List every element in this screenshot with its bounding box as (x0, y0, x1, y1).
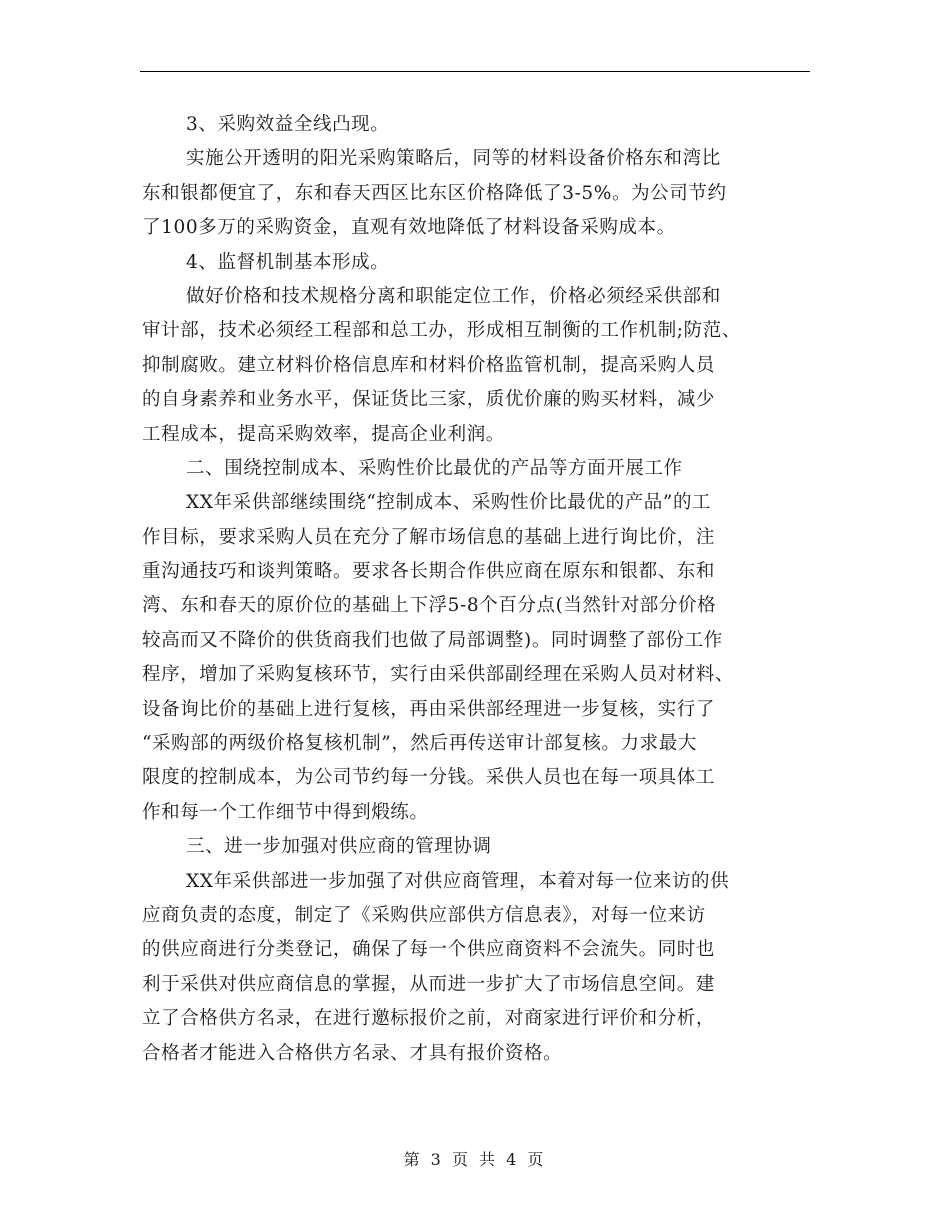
text-line: 的自身素养和业务水平，保证货比三家，质优价廉的购买材料，减少 (142, 389, 716, 411)
text-line: 的供应商进行分类登记，确保了每一个供应商资料不会流失。同时也 (142, 939, 716, 961)
text-line: XX年采供部继续围绕“控制成本、采购性价比最优的产品”的工 (186, 492, 712, 514)
page-number-footer: 第 3 页 共 4 页 (403, 1150, 547, 1169)
text-line: 限度的控制成本，为公司节约每一分钱。采供人员也在每一项具体工 (142, 767, 716, 789)
text-line: 实施公开透明的阳光采购策略后，同等的材料设备价格东和湾比 (186, 148, 721, 170)
text-line: 重沟通技巧和谈判策略。要求各长期合作供应商在原东和银都、东和 (142, 561, 716, 583)
text-line: 应商负责的态度，制定了《采购供应部供方信息表》，对每一位来访 (142, 904, 706, 926)
text-line: 二、围绕控制成本、采购性价比最优的产品等方面开展工作 (186, 457, 683, 479)
text-line: 利于采供对供应商信息的掌握，从而进一步扩大了市场信息空间。建 (142, 973, 716, 995)
text-line: 做好价格和技术规格分离和职能定位工作，价格必须经采供部和 (186, 285, 721, 307)
document-body (142, 108, 812, 1071)
text-line: 3、采购效益全线凸现。 (186, 114, 390, 135)
text-line: 抑制腐败。建立材料价格信息库和材料价格监管机制，提高采购人员 (142, 354, 716, 376)
text-line: XX年采供部进一步加强了对供应商管理，本着对每一位来访的供 (186, 870, 730, 892)
text-line: 三、进一步加强对供应商的管理协调 (186, 836, 492, 858)
text-line: 立了合格供方名录，在进行邀标报价之前，对商家进行评价和分析， (142, 1008, 716, 1030)
text-line: 湾、东和春天的原价位的基础上下浮5-8个百分点(当然针对部分价格 (142, 595, 717, 617)
text-line: 作目标，要求采购人员在充分了解市场信息的基础上进行询比价，注 (142, 526, 716, 548)
text-line: “采购部的两级价格复核机制”，然后再传送审计部复核。力求最大 (142, 733, 697, 755)
text-line: 工程成本，提高采购效率，提高企业利润。 (142, 423, 505, 445)
header-divider (140, 71, 810, 72)
text-line: 作和每一个工作细节中得到煅练。 (142, 801, 429, 823)
text-line: 4、监督机制基本形成。 (186, 251, 390, 273)
text-line: 较高而又不降价的供货商我们也做了局部调整)。同时调整了部份工作 (142, 629, 723, 651)
text-line: 设备询比价的基础上进行复核，再由采供部经理进一步复核，实行了 (142, 698, 716, 720)
text-line: 了100多万的采购资金，直观有效地降低了材料设备采购成本。 (142, 217, 676, 239)
text-line: 合格者才能进入合格供方名录、才具有报价资格。 (142, 1042, 563, 1064)
text-line: 东和银都便宜了，东和春天西区比东区价格降低了3-5%。为公司节约 (142, 182, 727, 204)
text-line: 程序，增加了采购复核环节，实行由采供部副经理在采购人员对材料、 (142, 664, 735, 686)
text-line: 审计部，技术必须经工程部和总工办，形成相互制衡的工作机制;防范、 (142, 320, 741, 342)
